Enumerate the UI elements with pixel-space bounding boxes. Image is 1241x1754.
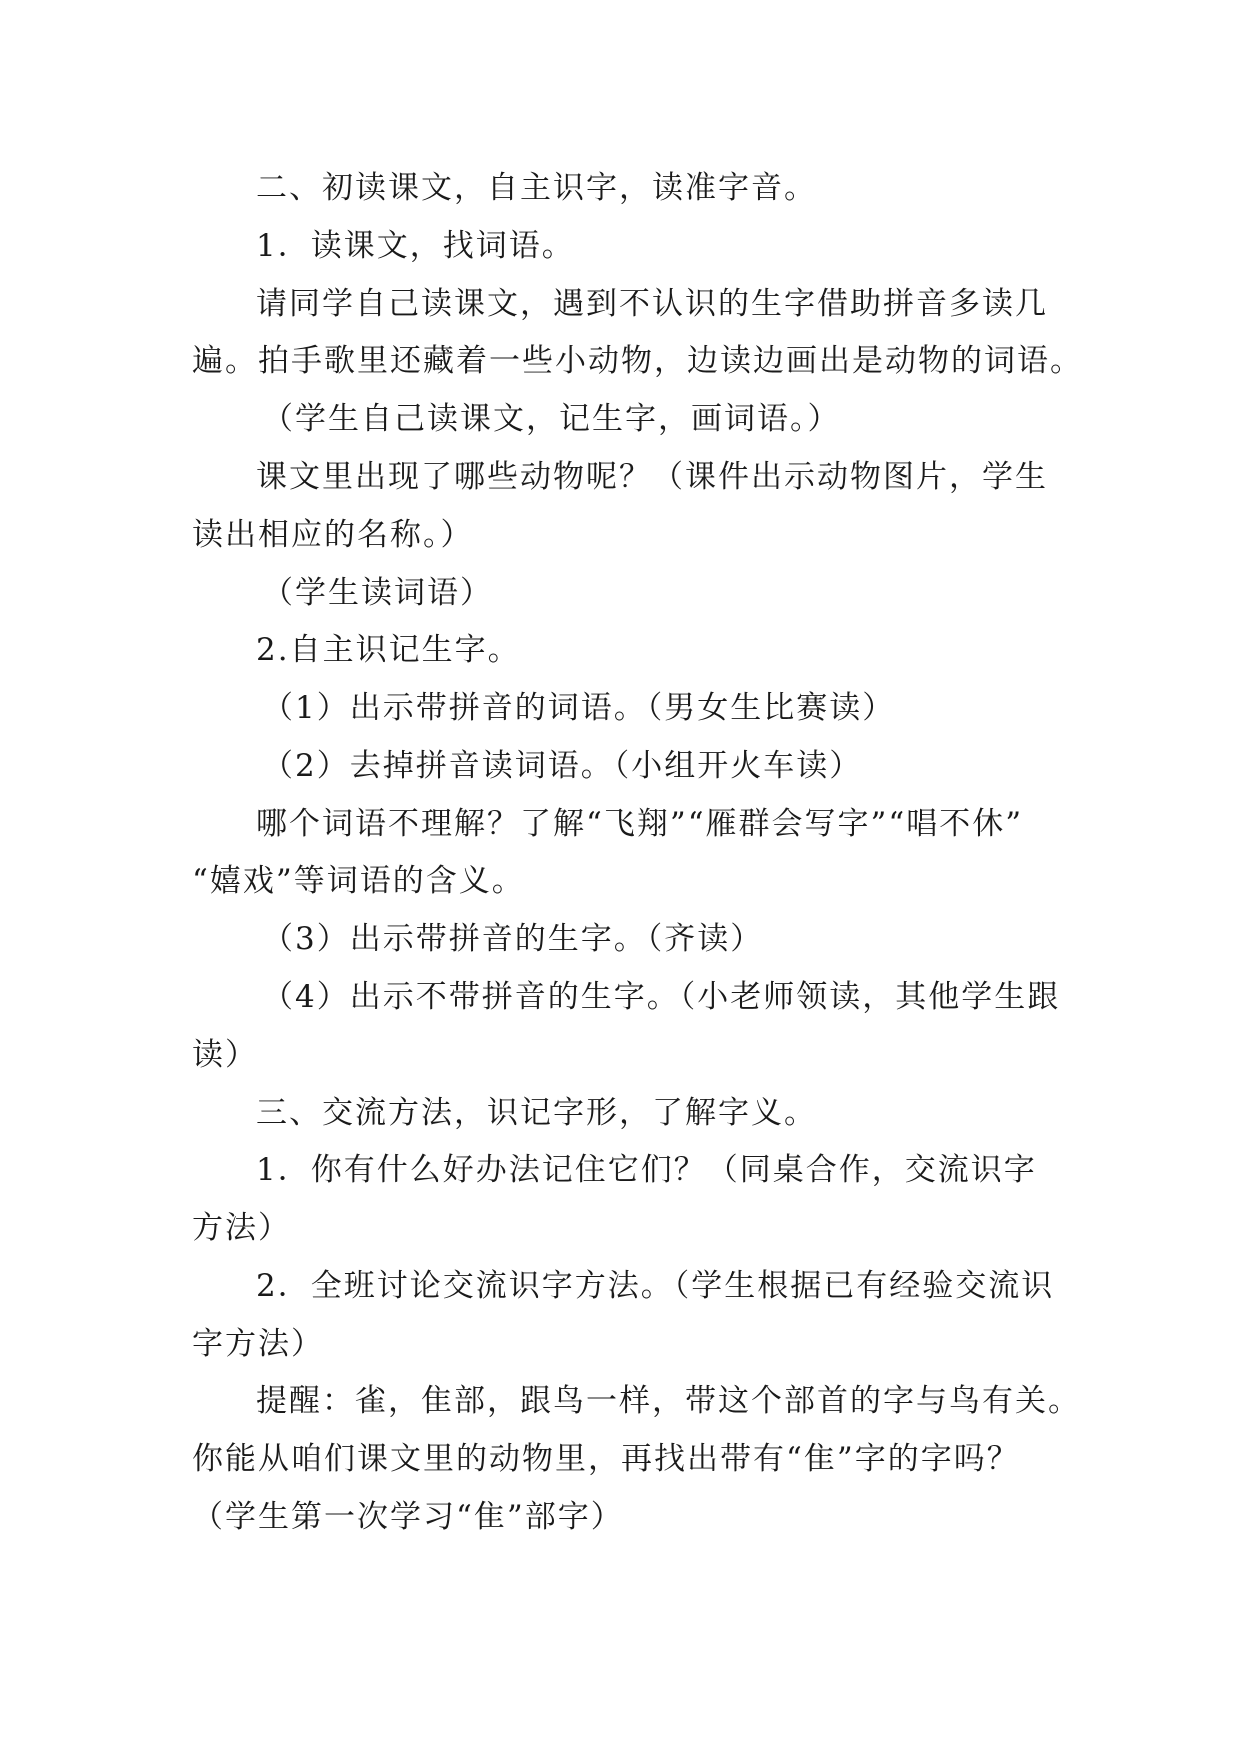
paragraph-line: 遍。拍手歌里还藏着一些小动物，边读边画出是动物的词语。	[192, 343, 1083, 379]
paragraph-line: 哪个词语不理解？了解“飞翔”“雁群会写字”“唱不休”	[256, 806, 1024, 842]
paragraph-line: （3）出示带拼音的生字。（齐读）	[262, 921, 764, 957]
paragraph-line: 课文里出现了哪些动物呢？（课件出示动物图片，学生	[256, 459, 1048, 495]
paragraph-line: 读）	[192, 1037, 258, 1073]
paragraph-line: 字方法）	[192, 1326, 324, 1362]
section-heading-3: 三、交流方法，识记字形，了解字义。	[256, 1095, 817, 1131]
paragraph-line: （2）去掉拼音读词语。（小组开火车读）	[262, 748, 863, 784]
paragraph-line: 请同学自己读课文，遇到不认识的生字借助拼音多读几	[256, 286, 1048, 322]
paragraph-line: 方法）	[192, 1210, 291, 1246]
paragraph-line: （学生自己读课文，记生字，画词语。）	[262, 401, 841, 437]
paragraph-line: 提醒：雀，隹部，跟鸟一样，带这个部首的字与鸟有关。	[256, 1383, 1081, 1419]
section-heading-2: 二、初读课文，自主识字，读准字音。	[256, 170, 817, 206]
paragraph-line: 读出相应的名称。）	[192, 517, 474, 553]
step-heading: 1．你有什么好办法记住它们？（同桌合作，交流识字	[256, 1152, 1037, 1188]
paragraph-line: “嬉戏”等词语的含义。	[192, 863, 525, 899]
step-heading: 2．全班讨论交流识字方法。（学生根据已有经验交流识	[256, 1268, 1055, 1304]
paragraph-line: （1）出示带拼音的词语。（男女生比赛读）	[262, 690, 896, 726]
step-heading: 2.自主识记生字。	[256, 632, 521, 668]
paragraph-line: 你能从咱们课文里的动物里，再找出带有“隹”字的字吗？	[192, 1441, 1020, 1477]
step-heading: 1．读课文，找词语。	[256, 228, 575, 264]
paragraph-line: （4）出示不带拼音的生字。（小老师领读，其他学生跟	[262, 979, 1061, 1015]
paragraph-line: （学生第一次学习“隹”部字）	[192, 1499, 624, 1535]
paragraph-line: （学生读词语）	[262, 575, 493, 611]
